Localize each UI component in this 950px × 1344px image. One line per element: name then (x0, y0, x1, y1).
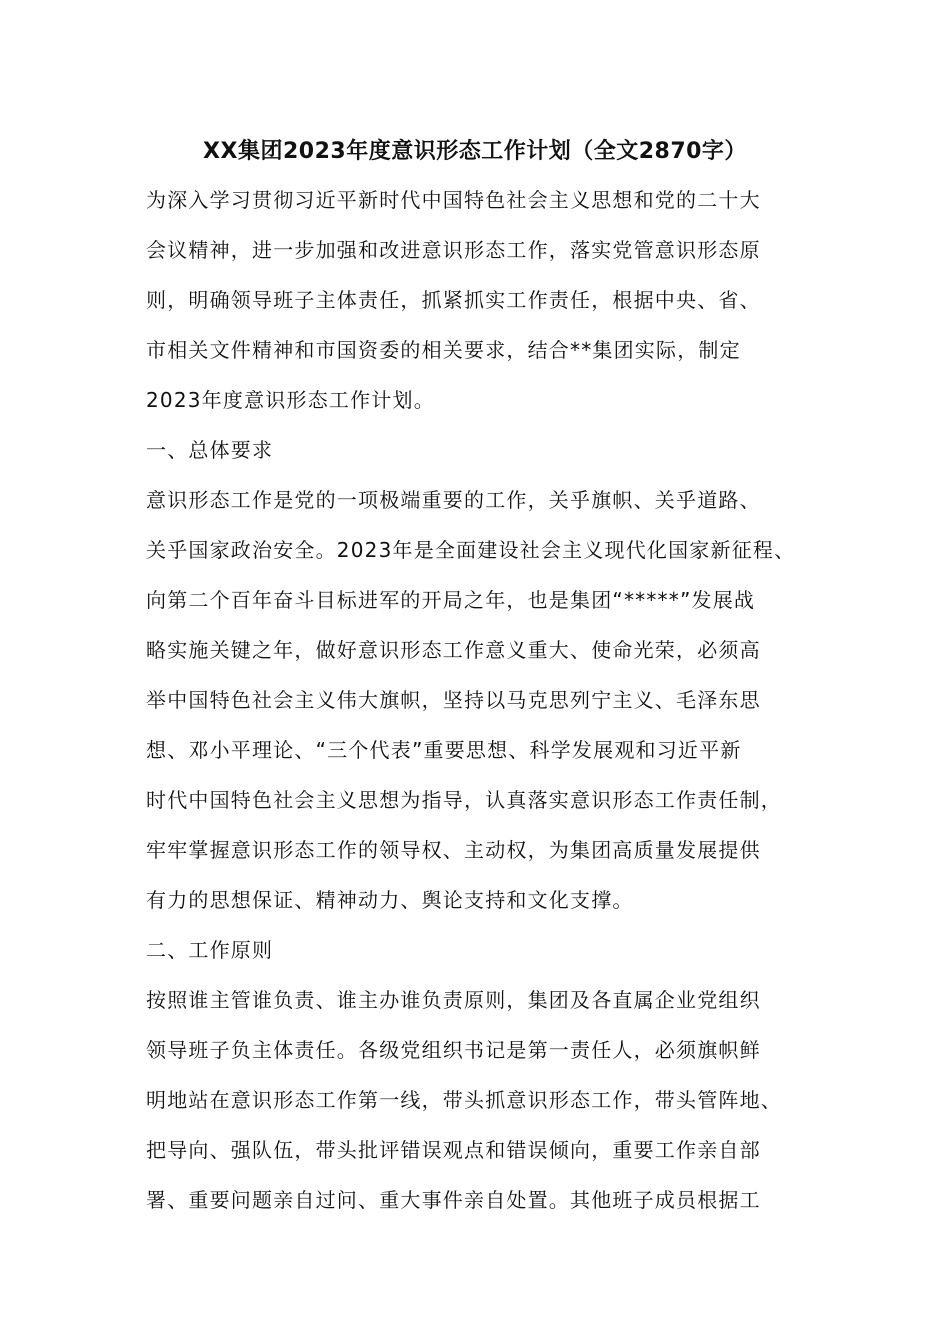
section-heading: 二、工作原则 (146, 938, 274, 962)
text-line: 向第二个百年奋斗目标进军的开局之年，也是集团“*****”发展战 (146, 588, 756, 612)
text-line: 想、邓小平理论、“三个代表”重要思想、科学发展观和习近平新 (146, 738, 742, 762)
text-line: 市相关文件精神和市国资委的相关要求，结合**集团实际，制定 (146, 338, 741, 362)
text-line: 署、重要问题亲自过问、重大事件亲自处置。其他班子成员根据工 (146, 1188, 761, 1212)
section-heading: 一、总体要求 (146, 438, 274, 462)
text-line: 时代中国特色社会主义思想为指导，认真落实意识形态工作责任制， (146, 788, 782, 812)
text-line: 会议精神，进一步加强和改进意识形态工作，落实党管意识形态原 (146, 238, 761, 262)
text-line: 关乎国家政治安全。2023年是全面建设社会主义现代化国家新征程、 (146, 538, 796, 562)
text-line: 有力的思想保证、精神动力、舆论支持和文化支撑。 (146, 888, 634, 912)
text-line: 明地站在意识形态工作第一线，带头抓意识形态工作，带头管阵地、 (146, 1088, 782, 1112)
text-line: 2023年度意识形态工作计划。 (146, 388, 435, 412)
text-line: 按照谁主管谁负责、谁主办谁负责原则，集团及各直属企业党组织 (146, 988, 761, 1012)
text-line: 牢牢掌握意识形态工作的领导权、主动权，为集团高质量发展提供 (146, 838, 761, 862)
text-line: 举中国特色社会主义伟大旗帜，坚持以马克思列宁主义、毛泽东思 (146, 688, 761, 712)
text-line: 把导向、强队伍，带头批评错误观点和错误倾向，重要工作亲自部 (146, 1138, 761, 1162)
text-line: 意识形态工作是党的一项极端重要的工作，关乎旗帜、关乎道路、 (146, 488, 761, 512)
text-line: 为深入学习贯彻习近平新时代中国特色社会主义思想和党的二十大 (146, 188, 761, 212)
text-line: 领导班子负主体责任。各级党组织书记是第一责任人，必须旗帜鲜 (146, 1038, 761, 1062)
text-line: 则，明确领导班子主体责任，抓紧抓实工作责任，根据中央、省、 (146, 288, 761, 312)
text-line: 略实施关键之年，做好意识形态工作意义重大、使命光荣，必须高 (146, 638, 761, 662)
document-title: XX集团2023年度意识形态工作计划（全文2870字） (203, 139, 747, 164)
